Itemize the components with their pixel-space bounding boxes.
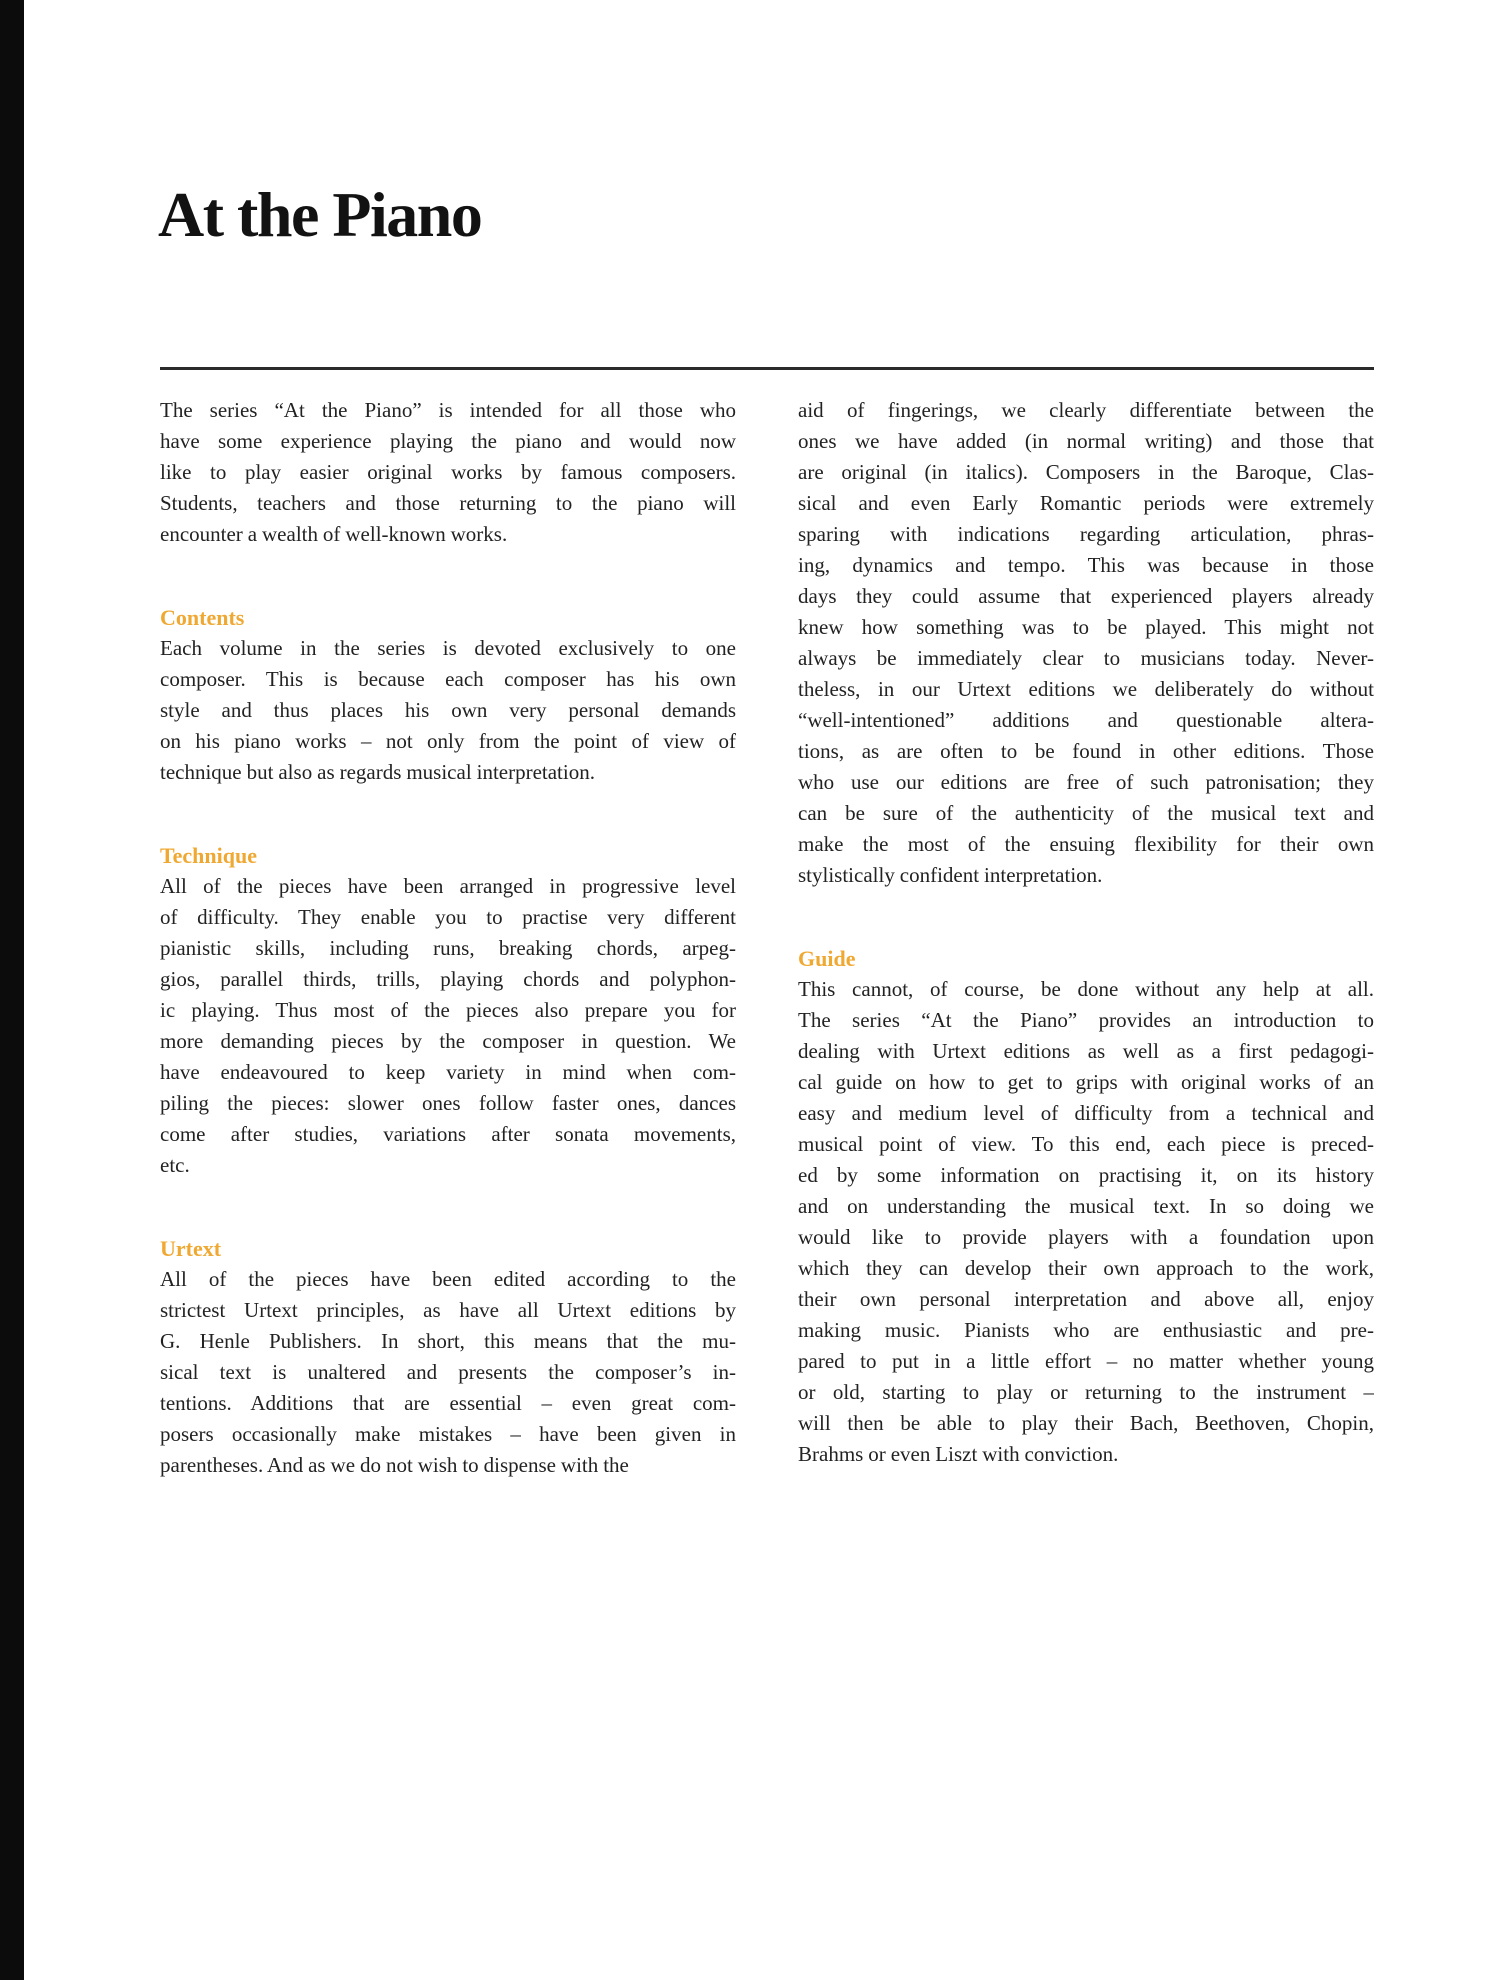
text-line: or old, starting to play or returning to the instrument – [798,1380,1374,1404]
text-line: sical and even Early Romantic periods were extremely [798,491,1374,515]
text-line: who use our editions are free of such patronisation; they [798,770,1374,794]
text-line: parentheses. And as we do not wish to dispense with the [160,1453,629,1477]
text-line: days they could assume that experienced players already [798,584,1374,608]
text-line: dealing with Urtext editions as well as a first pedagogi- [798,1039,1374,1063]
text-line: more demanding pieces by the composer in question. We [160,1029,736,1053]
text-line: have endeavoured to keep variety in mind when com- [160,1060,736,1084]
intro-section [160,395,736,550]
contents-section [160,602,736,788]
text-line: come after studies, variations after sonata movements, [160,1122,736,1146]
text-line: like to play easier original works by famous composers. [160,460,736,484]
text-line: ing, dynamics and tempo. This was because in those [798,553,1374,577]
text-line: which they can develop their own approach to the work, [798,1256,1374,1280]
text-line: pianistic skills, including runs, breaking chords, arpeg- [160,936,736,960]
guide-section [798,943,1374,1470]
text-line: tentions. Additions that are essential – even great com- [160,1391,736,1415]
technique-heading: Technique [160,843,258,868]
text-line: easy and medium level of difficulty from a technical and [798,1101,1374,1125]
text-line: would like to provide players with a foundation upon [798,1225,1374,1249]
title-divider-rule [160,367,1374,370]
text-line: will then be able to play their Bach, Beethoven, Chopin, [798,1411,1374,1435]
text-line: The series “At the Piano” is intended for all those who [160,398,736,422]
urtext-section [160,1233,736,1481]
text-line: knew how something was to be played. This might not [798,615,1374,639]
text-line: stylistically confident interpretation. [798,863,1103,887]
text-line: sical text is unaltered and presents the composer’s in- [160,1360,736,1384]
text-line: technique but also as regards musical interpretation. [160,760,595,784]
technique-paragraph [160,871,736,1181]
text-line: “well-intentioned” additions and questionable altera- [798,708,1374,732]
continuation-section [798,395,1374,891]
right-column [798,395,1374,1481]
technique-section [160,840,736,1181]
text-line: musical point of view. To this end, each piece is preced- [798,1132,1374,1156]
text-line: composer. This is because each composer has his own [160,667,736,691]
left-column [160,395,736,1481]
intro-paragraph [160,395,736,550]
text-columns [160,395,1374,1481]
text-line: of difficulty. They enable you to practise very different [160,905,736,929]
urtext-paragraph [160,1264,736,1481]
guide-heading: Guide [798,946,856,971]
text-line: theless, in our Urtext editions we deliberately do without [798,677,1374,701]
text-line: always be immediately clear to musicians today. Never- [798,646,1374,670]
text-line: on his piano works – not only from the point of view of [160,729,736,753]
text-line: aid of fingerings, we clearly differentiate between the [798,398,1374,422]
text-line: piling the pieces: slower ones follow faster ones, dances [160,1091,736,1115]
text-line: can be sure of the authenticity of the musical text and [798,801,1374,825]
guide-paragraph [798,974,1374,1470]
page-title: At the Piano [158,179,482,250]
text-line: The series “At the Piano” provides an introduction to [798,1008,1374,1032]
continuation-paragraph [798,395,1374,891]
text-line: their own personal interpretation and above all, enjoy [798,1287,1374,1311]
text-line: strictest Urtext principles, as have all Urtext editions by [160,1298,736,1322]
text-line: All of the pieces have been arranged in progressive level [160,874,736,898]
scan-gutter-edge [0,0,24,1980]
text-line: G. Henle Publishers. In short, this means that the mu- [160,1329,736,1353]
text-line: pared to put in a little effort – no matter whether young [798,1349,1374,1373]
text-line: are original (in italics). Composers in the Baroque, Clas- [798,460,1374,484]
text-line: Brahms or even Liszt with conviction. [798,1442,1119,1466]
text-line: posers occasionally make mistakes – have been given in [160,1422,736,1446]
text-line: ed by some information on practising it, on its history [798,1163,1374,1187]
text-line: encounter a wealth of well-known works. [160,522,508,546]
text-line: Students, teachers and those returning to the piano will [160,491,736,515]
text-line: have some experience playing the piano and would now [160,429,736,453]
text-line: All of the pieces have been edited according to the [160,1267,736,1291]
text-line: and on understanding the musical text. In so doing we [798,1194,1374,1218]
urtext-heading: Urtext [160,1236,222,1261]
text-line: make the most of the ensuing flexibility for their own [798,832,1374,856]
text-line: cal guide on how to get to grips with original works of an [798,1070,1374,1094]
contents-heading: Contents [160,605,245,630]
text-line: Each volume in the series is devoted exclusively to one [160,636,736,660]
text-line: making music. Pianists who are enthusiastic and pre- [798,1318,1374,1342]
text-line: etc. [160,1153,190,1177]
text-line: sparing with indications regarding articulation, phras- [798,522,1374,546]
text-line: style and thus places his own very personal demands [160,698,736,722]
text-line: This cannot, of course, be done without any help at all. [798,977,1374,1001]
text-line: tions, as are often to be found in other editions. Those [798,739,1374,763]
text-line: gios, parallel thirds, trills, playing chords and polyphon- [160,967,736,991]
contents-paragraph [160,633,736,788]
text-line: ones we have added (in normal writing) and those that [798,429,1374,453]
text-line: ic playing. Thus most of the pieces also prepare you for [160,998,736,1022]
